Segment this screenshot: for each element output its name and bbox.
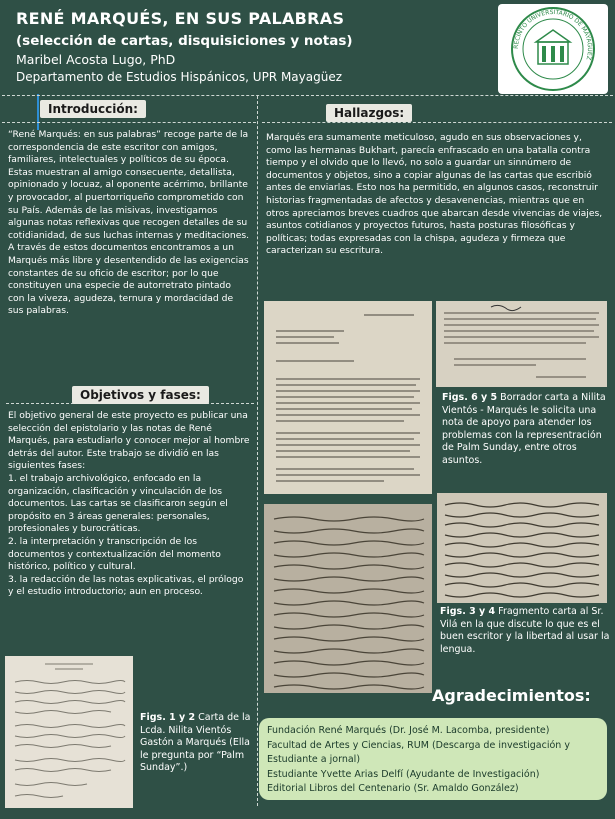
header-divider	[2, 95, 613, 96]
ack-item: Editorial Libros del Centenario (Sr. Amaldo González)	[267, 783, 519, 794]
phase-2: 2. la interpretación y transcripción de los documentos y contextualización del momento histórico, político y cultural.	[8, 535, 221, 573]
intro-divider	[2, 122, 256, 123]
caption-figs-1-2-text: Carta de la Lcda. Nilita Vientós Gastón a Marqués (Ella le pregunta por “Palm Sunday”.)	[140, 712, 251, 774]
caption-figs-3-4	[440, 606, 610, 656]
university-seal-icon	[498, 4, 608, 94]
findings-heading: Hallazgos:	[326, 104, 412, 122]
intro-heading: Introducción:	[40, 100, 146, 118]
handwritten-photo-fig3	[264, 504, 432, 693]
objectives-intro: El objetivo general de este proyecto es publicar una selección del epistolario y las notas de René Marqués, para estudiarlo y conocer mejor al hombre detrás del autor. Este trabajo se dividió en las siguientes fases:	[8, 410, 250, 472]
letter-photo-fig6	[264, 301, 432, 494]
seal-lettering: RECINTO UNIVERSITARIO DE MAYAGÜEZ	[512, 8, 594, 61]
objectives-heading: Objetivos y fases:	[72, 386, 209, 404]
phase-3: 3. la redacción de las notas explicativas, el prólogo y el estudio introductorio; aun en proceso.	[8, 573, 244, 598]
objectives-text	[8, 410, 250, 599]
intro-text: “René Marqués: en sus palabras” recoge parte de la correspondencia de este escritor con amigos, familiares, intelectuales y políticos de su época. Estas muestran al amigo consecuente, detallista, opinionado y locuaz, al oponente acérrimo, brillante y provocador, al puertorriqueño comprometido con su País. Además de las misivas, investigamos algunas notas reflexivas que recogen detalles de su cotidianidad, de sus luchas internas y meditaciones. A través de estos documentos encontramos a un Marqués más libre y desentendido de las exigencias constantes de su oficio de escritor; por lo que constituyen una especie de autorretrato pintado con la viveza, agudeza, ternura y mordacidad de sus palabras.	[8, 129, 250, 317]
findings-text: Marqués era sumamente meticuloso, agudo en sus observaciones y, como las hermanas Bukhart, parecía enfrascado en una batalla contra tiempo y el olvido que lo llevó, no solo a guardar un sinnúmero de documentos y objetos, sino a copiar algunas de las cartas que escribió antes de enviarlas. Esto nos ha permitido, en algunos casos, reconstruir historias fragmentadas de afectos y desavenencias, mientras que en otros apreciamos breves cuadros que abarcan desde vivencias de viajes, asuntos cotidianos y proyectos futuros, hasta posturas filosóficas y políticas; todas expresadas con la chispa, agudeza y firmeza que caracterizan su escritura.	[266, 132, 603, 257]
acknowledgements-heading: Agradecimientos:	[432, 686, 591, 705]
phase-1: 1. el trabajo archivológico, enfocado en la organización, clasificación y vinculación de los documentos. Las cartas se clasificaron según el propósito en 3 áreas generales: personales, profesionales y burocráticas.	[8, 472, 228, 535]
poster-subtitle: (selección de cartas, disquisiciones y notas)	[16, 33, 353, 49]
caption-figs-6-5	[442, 392, 608, 468]
findings-divider	[262, 122, 612, 123]
ack-item: Estudiante Yvette Arias Delfí (Ayudante de Investigación)	[267, 768, 540, 780]
ack-item: Facultad de Artes y Ciencias, RUM (Descarga de investigación y Estudiante a jornal)	[267, 739, 570, 765]
handwritten-photo-fig4	[437, 493, 607, 603]
author-name: Maribel Acosta Lugo, PhD	[16, 52, 176, 67]
caption-figs-3-4-text: Fragmento carta al Sr. Vilá en la que discute lo que es el buen escritor y la libertad al usar la lengua.	[440, 606, 610, 655]
caption-figs-6-5-text: Borrador carta a Nilita Vientós - Marqués le solicita una nota de apoyo para atender los problemas con la representración de Palm Sunday, entre otros asuntos.	[442, 392, 606, 466]
department-name: Departamento de Estudios Hispánicos, UPR Mayagüez	[16, 70, 343, 84]
caption-figs-1-2-label: Figs. 1 y 2	[140, 712, 196, 723]
accent-bar	[37, 94, 39, 130]
letter-photo-fig1	[5, 656, 133, 808]
caption-figs-3-4-label: Figs. 3 y 4	[440, 606, 496, 617]
caption-figs-6-5-label: Figs. 6 y 5	[442, 392, 498, 403]
caption-figs-1-2	[140, 712, 254, 775]
poster-title: RENÉ MARQUÉS, EN SUS PALABRAS	[16, 9, 345, 28]
column-divider	[257, 96, 258, 806]
ack-item: Fundación René Marqués (Dr. José M. Lacomba, presidente)	[267, 725, 550, 736]
acknowledgements-box	[259, 718, 607, 800]
letter-photo-fig5	[436, 301, 607, 387]
